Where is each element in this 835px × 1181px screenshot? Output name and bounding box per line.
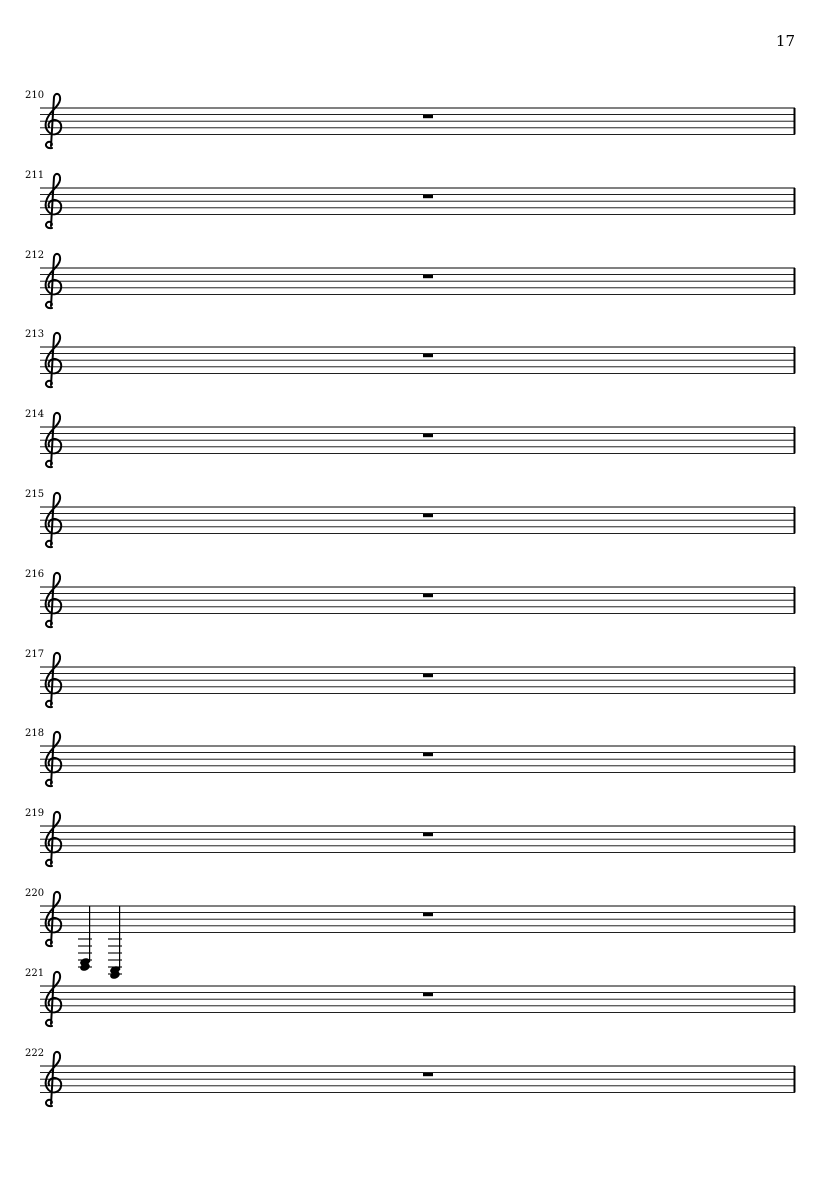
whole-rest-icon <box>423 434 433 438</box>
measure-number: 221 <box>25 968 45 979</box>
measure-number: 215 <box>25 489 45 500</box>
staff <box>0 1026 835 1146</box>
measure-number: 212 <box>25 250 45 261</box>
measure-number: 218 <box>25 728 45 739</box>
measure-number: 214 <box>25 409 45 420</box>
whole-rest-icon <box>423 913 433 917</box>
whole-rest-icon <box>423 1073 433 1077</box>
measure-number: 210 <box>25 90 45 101</box>
whole-rest-icon <box>423 514 433 518</box>
whole-rest-icon <box>423 674 433 678</box>
whole-rest-icon <box>423 354 433 358</box>
measure-number: 213 <box>25 329 45 340</box>
staff-system <box>0 1048 835 1146</box>
whole-rest-icon <box>423 833 433 837</box>
whole-rest-icon <box>423 195 433 199</box>
measure-number: 217 <box>25 649 45 660</box>
measure-number: 216 <box>25 569 45 580</box>
measure-number: 222 <box>25 1048 45 1059</box>
whole-rest-icon <box>423 115 433 119</box>
whole-rest-icon <box>423 753 433 757</box>
measure-number: 220 <box>25 888 45 899</box>
page-number: 17 <box>775 32 795 50</box>
measure-number: 219 <box>25 808 45 819</box>
measure-number: 211 <box>25 170 45 181</box>
whole-rest-icon <box>423 993 433 997</box>
whole-rest-icon <box>423 594 433 598</box>
whole-rest-icon <box>423 275 433 279</box>
